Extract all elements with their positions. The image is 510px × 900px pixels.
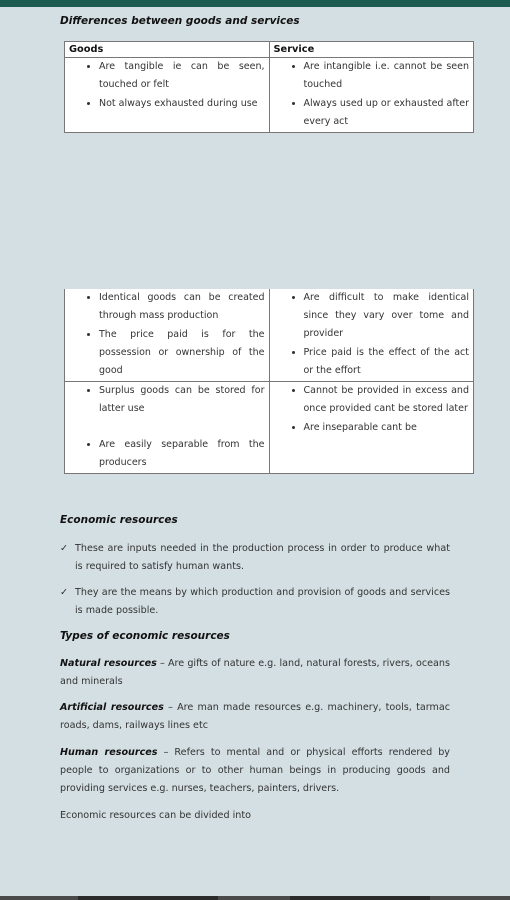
scroll-segment — [218, 896, 290, 900]
artificial-resources-paragraph — [60, 699, 450, 735]
service-cell — [269, 58, 474, 133]
bullet-item — [60, 540, 450, 576]
scroll-segment — [0, 896, 78, 900]
natural-resources-paragraph — [60, 655, 450, 691]
definition-text: – Refers to mental and or physical efforts rendered by people to organizations or to other human beings in producing goods and providing services e.g. nurses, teachers, painters, drivers. — [60, 747, 450, 794]
list-item: • Surplus goods can be stored for latter use — [99, 382, 265, 418]
top-accent-bar — [0, 0, 510, 7]
table-row — [65, 58, 474, 133]
heading-differences: Differences between goods and services — [60, 15, 300, 27]
human-resources-paragraph — [60, 744, 450, 798]
term-label: Artificial resources — [60, 702, 164, 713]
bullet-item — [60, 584, 450, 620]
bullet-text: They are the means by which production and provision of goods and services is made possible. — [75, 587, 450, 616]
comparison-table-bottom — [64, 289, 474, 474]
goods-cell — [65, 382, 270, 474]
term-label: Natural resources — [60, 658, 157, 669]
list-item: • Cannot be provided in excess and once provided cant be stored later — [304, 382, 470, 418]
goods-cell — [65, 289, 270, 382]
table-row — [65, 289, 474, 382]
list-item: • Are difficult to make identical since they vary over tome and provider — [304, 289, 470, 343]
definition-text: – Are man made resources e.g. machinery, tools, tarmac roads, dams, railways lines etc — [60, 702, 450, 731]
checkmark-icon: ✓ — [60, 543, 69, 554]
col-header-service: Service — [269, 42, 474, 58]
heading-economic-resources: Economic resources — [60, 514, 178, 526]
service-cell — [269, 289, 474, 382]
closing-sentence: Economic resources can be divided into — [60, 810, 251, 821]
list-item: • Are easily separable from the producers — [99, 436, 265, 472]
list-item: • Identical goods can be created through mass production — [99, 289, 265, 325]
definition-text: – Are gifts of nature e.g. land, natural forests, rivers, oceans and minerals — [60, 658, 450, 687]
checkmark-icon: ✓ — [60, 587, 69, 598]
goods-cell — [65, 58, 270, 133]
bottom-scroll-bar — [0, 896, 510, 900]
bullet-text: These are inputs needed in the production process in order to produce what is required to satisfy human wants. — [75, 543, 450, 572]
term-label: Human resources — [60, 747, 158, 758]
list-item: • Are tangible ie can be seen, touched or felt — [99, 58, 265, 94]
heading-types-of-resources: Types of economic resources — [60, 630, 230, 642]
list-item: • The price paid is for the possession or ownership of the good — [99, 326, 265, 380]
table-header-row — [65, 42, 474, 58]
scroll-segment — [430, 896, 510, 900]
service-cell — [269, 382, 474, 474]
list-item: • Always used up or exhausted after every act — [304, 95, 470, 131]
table-row — [65, 382, 474, 474]
comparison-table-top — [64, 41, 474, 133]
list-item: • Are intangible i.e. cannot be seen touched — [304, 58, 470, 94]
list-item: • Are inseparable cant be — [304, 419, 470, 437]
col-header-goods: Goods — [65, 42, 270, 58]
list-item: • Price paid is the effect of the act or the effort — [304, 344, 470, 380]
list-item: • Not always exhausted during use — [99, 95, 265, 113]
